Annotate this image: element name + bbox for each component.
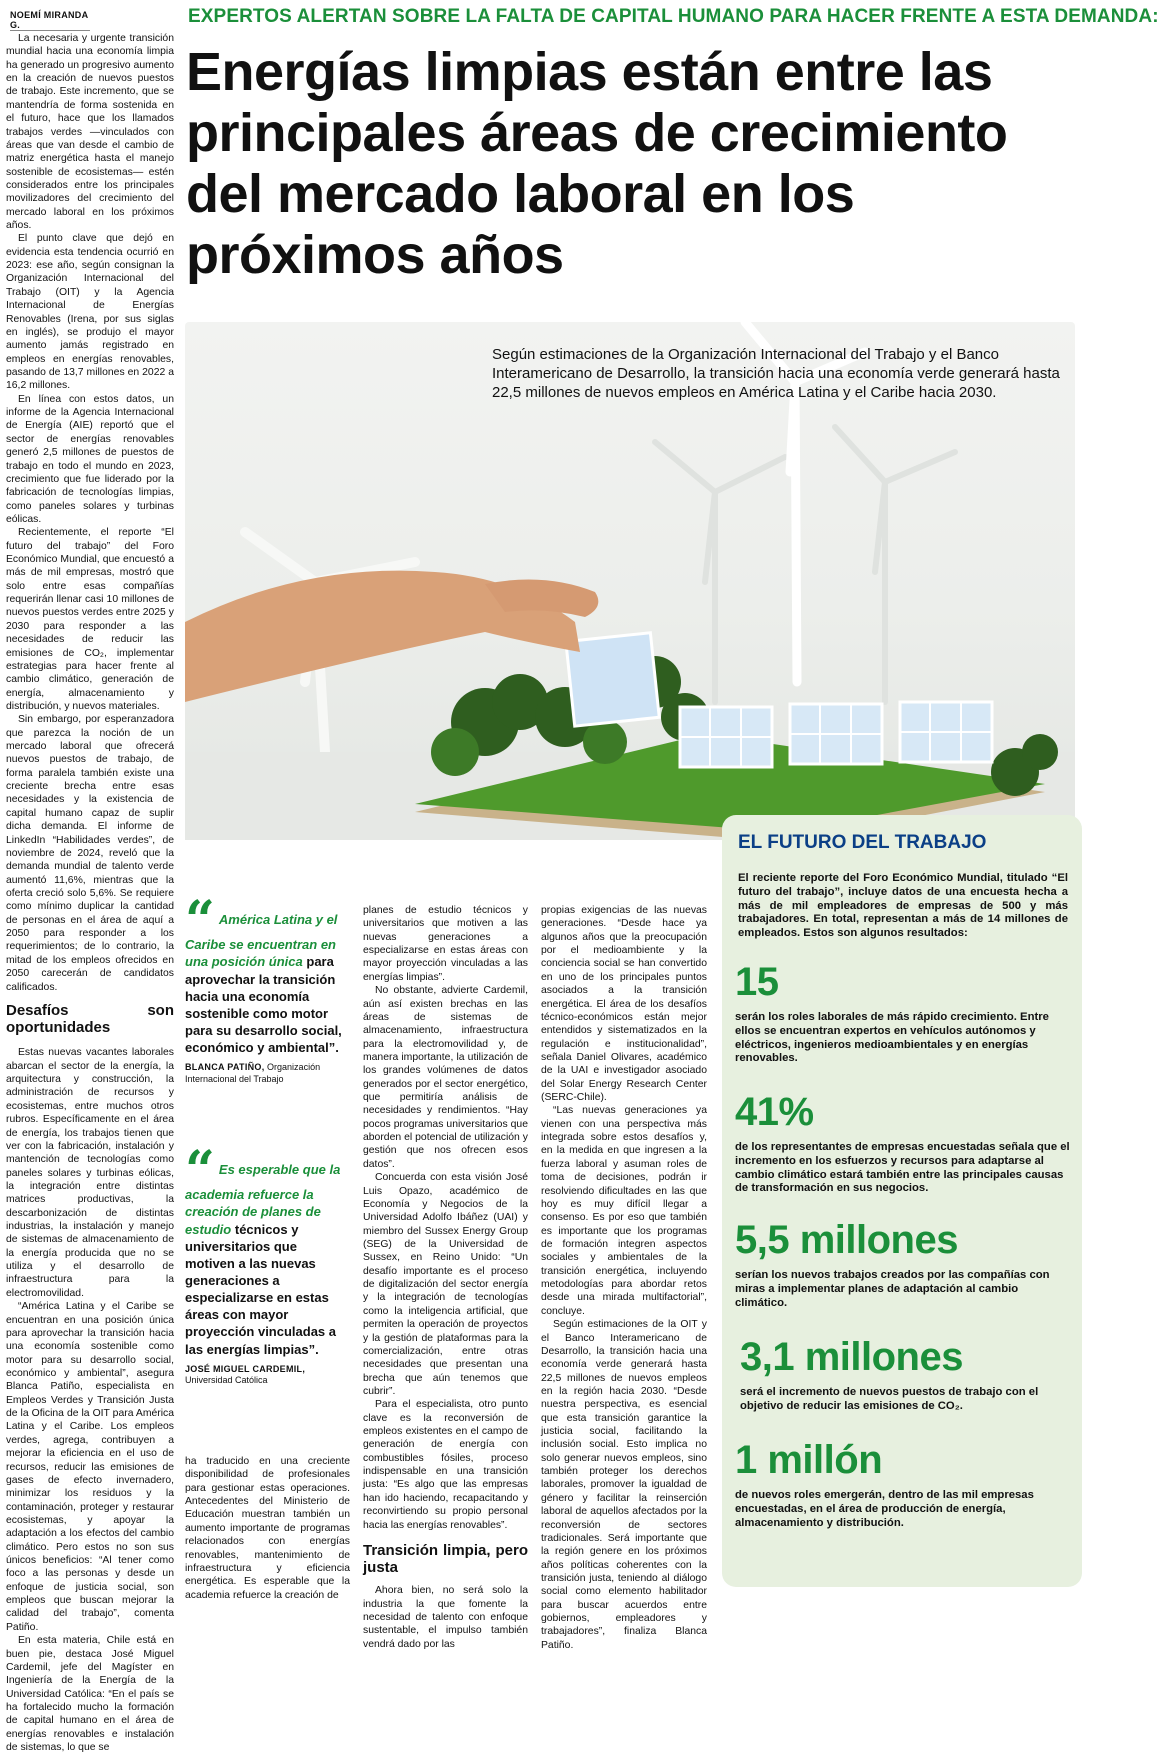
paragraph: planes de estudio técnicos y universitarios que motiven a las nuevas generaciones a especializarse en estas áreas con mayor proyección vinculadas a las energías limpias”. — [363, 905, 528, 983]
quote-highlight: América Latina y el Caribe se encuentran en una posición única — [185, 912, 338, 970]
column-2-text — [185, 1455, 350, 1602]
paragraph: No obstante, advierte Cardemil, aún así existen brechas en las áreas de sistemas de almacenamiento, infraestructura para la electromovilidad y, de manera importante, la utilización de los grandes volúmenes de datos generados por el sector energético, que permitiría análisis de necesidades y rendimientos. “Hay pocos programas universitarios que aborden el potencial de utilización y gestión que nos ofrecen esos datos”. — [363, 985, 528, 1170]
stat-block — [735, 1218, 1070, 1310]
column-3 — [363, 904, 528, 1651]
stat-value: 5,5 millones — [735, 1218, 958, 1262]
paragraph: Para el especialista, otro punto clave es la reconversión de empleos existentes en el campo de generación de energía con combustibles fósiles, proceso indispensable en una transición justa: “Es algo que las empresas han ido haciendo, recapacitando y reconvirtiendo su propio personal hacia las energías renovables”. — [363, 1399, 528, 1531]
stat-text: será el incremento de nuevos puestos de trabajo con el objetivo de reducir las emisiones de CO₂. — [740, 1386, 1039, 1412]
column-1 — [6, 32, 174, 1754]
paragraph: Recientemente, el reporte “El futuro del trabajo” del Foro Económico Mundial, que encuestó a más de mil empresas, mostró que solo entre esas compañías requerirán llenar casi 10 millones de nuevos puestos verdes entre 2025 y 2030 para responder a las necesidades de reducir las emisiones de CO₂, implementar estrategias para hacer frente al cambio climático, generación de energía, almacenamiento y distribución, y nuevos materiales. — [6, 527, 174, 712]
paragraph: Estas nuevas vacantes laborales abarcan el sector de la energía, la arquitectura y construcción, la administración de recursos y ecosistemas, entre muchos otros rubros. Específicamente en el área de energía, los trabajos tienen que ver con la fabricación, instalación y mantención de tecnologías como paneles solares y turbinas eólicas, la integración entre distintas matrices productivas, la descarbonización de distintas industrias, la instalación y manejo de sistemas de almacenamiento de la energía producida que no se utiliza y el desarrollo de infraestructura para la electromovilidad. — [6, 1047, 174, 1299]
stat-value: 41% — [735, 1090, 814, 1134]
subhead-desafios: Desafíos son oportunidades — [6, 1001, 174, 1037]
stat-value: 1 millón — [735, 1438, 883, 1482]
paragraph: Ahora bien, no será solo la industria la que fomente la necesidad de talento con enfoque sustentable, el impulso también vendrá dado por las — [363, 1585, 528, 1650]
paragraph: ha traducido en una creciente disponibilidad de profesionales para gestionar estas operaciones. Antecedentes del Ministerio de Educación muestran también un aumento importante de programas relacionados con energías renovables, mantenimiento de infraestructura y eficiencia energética. Es esperable que la academia refuerce la creación de — [185, 1456, 350, 1601]
byline: NOEMÍ MIRANDA G. — [10, 10, 89, 30]
subhead-transicion: Transición limpia, pero justa — [363, 1541, 528, 1577]
stat-text: de los representantes de empresas encuestadas señala que el incremento en los esfuerzos y recursos para adaptarse al cambio climático estará también entre las principales causas de transformación en sus negocios. — [735, 1141, 1070, 1195]
pull-quote-2 — [185, 1140, 350, 1387]
paragraph: La necesaria y urgente transición mundial hacia una economía limpia ha generado un progresivo aumento en la creación de nuevos puestos de trabajo. Este incremento, que se mantendría de forma sostenida en el futuro, hace que los llamados trabajos verdes —vinculados con áreas que van desde el cambio de matriz energética hasta el manejo sostenible de ecosistemas— estén considerados entre los principales movilizadores del crecimiento del mercado laboral en los próximos años. — [6, 33, 174, 232]
quote-role: Organización Internacional del Trabajo — [185, 1062, 321, 1084]
quote-author: BLANCA PATIÑO, — [185, 1062, 265, 1073]
paragraph: El punto clave que dejó en evidencia esta tendencia ocurrió en 2023: ese año, según consignan la Organización Internacional del Trabajo (OIT) y la Agencia Internacional de Energías Renovables (Irena, por sus siglas en inglés), se produjo el mayor aumento jamás registrado en empleos en energías renovables, pasando de 13,7 millones en 2022 a 16,2 millones. — [6, 233, 174, 392]
photo-caption: Según estimaciones de la Organización Internacional del Trabajo y el Banco Interamericano de Desarrollo, la transición hacia una economía verde generará hasta 22,5 millones de nuevos empleos en América Latina y el Caribe hacia 2030. — [492, 346, 1060, 402]
quote-mark-icon: “ — [185, 890, 215, 951]
quote-mark-icon: “ — [185, 1140, 215, 1201]
quote-highlight: Es esperable que la academia refuerce la creación de planes de estudio — [185, 1162, 341, 1237]
stat-text: serían los nuevos trabajos creados por las compañías con miras a implementar planes de adaptación al cambio climático. — [735, 1269, 1050, 1309]
stat-text: de nuevos roles emergerán, dentro de las mil empresas encuestadas, en el área de producción de energía, almacenamiento y distribución. — [735, 1489, 1034, 1529]
stat-block — [735, 1438, 1070, 1530]
quote-text: para aprovechar la transición hacia una economía sostenible como motor para su desarrollo social, económico y ambiental”. — [185, 954, 342, 1056]
paragraph: Concuerda con esta visión José Luis Opazo, académico de Economía y Negocios de la Universidad Adolfo Ibáñez (UAI) y miembro del Sussex Energy Group (SEG) de la Universidad de Sussex, en Reino Unido: “Un desafío importante es el proceso de digitalización del sector energía y la integración de tecnologías como la inteligencia artificial, que permiten la operación de proyectos y la gestión de plataformas para la comercialización, entre otras necesidades que presentan una brecha que aún tenemos que cubrir”. — [363, 1172, 528, 1397]
stat-block — [740, 1335, 1070, 1414]
paragraph: “América Latina y el Caribe se encuentran en una posición única para aprovechar la transición hacia una economía sostenible como motor para su desarrollo social, económico y ambiental”, asegura Blanca Patiño, especialista en Empleos Verdes y Transición Justa de la Oficina de la OIT para América Latina y el Caribe. Los empleos verdes, agrega, contribuyen a mejorar la eficiencia en el uso de recursos, reducir las emisiones de gases de efecto invernadero, minimizar los residuos y la contaminación, proteger y restaurar ecosistemas, y apoyar la adaptación a los efectos del cambio climático. Pero estos no son sus únicos beneficios: “Al tener como foco a las personas y desde un enfoque de justicia social, son empleos que buscan mejorar la calidad del trabajo”, comenta Patiño. — [6, 1301, 174, 1633]
paragraph: propias exigencias de las nuevas generaciones. “Desde hace ya algunos años que la preocupación por el medioambiente y la conciencia social se han convertido en uno de los principales puntos asociados a la transición energética. El área de los desafíos técnico-económicos están mejor entendidos y sistematizados en la regulación e institucionalidad”, señala Daniel Olivares, académico de la UAI e investigador asociado del Solar Energy Research Center (SERC-Chile). — [541, 905, 707, 1104]
kicker: EXPERTOS ALERTAN SOBRE LA FALTA DE CAPITAL HUMANO PARA HACER FRENTE A ESTA DEMANDA: — [188, 6, 1159, 27]
sidebar-title: EL FUTURO DEL TRABAJO — [738, 832, 987, 853]
stat-value: 3,1 millones — [740, 1335, 963, 1379]
pull-quote-1 — [185, 890, 350, 1086]
column-4 — [541, 904, 707, 1652]
quote-author: JOSÉ MIGUEL CARDEMIL, — [185, 1363, 306, 1374]
stat-block — [735, 1090, 1070, 1196]
headline: Energías limpias están entre las principales áreas de crecimiento del mercado laboral en los próximos años — [186, 42, 1008, 286]
stat-block — [735, 960, 1070, 1066]
paragraph: “Las nuevas generaciones ya vienen con una perspectiva más integrada sobre estos desafíos y, en la medida en que ingresen a la fuerza laboral y asuman roles de toma de decisiones, podrán ir resolviendo dificultades en las que hoy es muy difícil llegar a consenso. Es por eso que también es importante que los programas de formación integren aspectos sociales y ambientales de la transición energética, incluyendo metodologías para abordar retos desde una mirada multifactorial”, concluye. — [541, 1105, 707, 1317]
stat-value: 15 — [735, 960, 779, 1004]
paragraph: Según estimaciones de la OIT y el Banco Interamericano de Desarrollo, la transición hacia una economía verde generará hasta 22,5 millones de nuevos empleos en la región hacia 2030. “Desde nuestra perspectiva, es esencial que esta transición garantice la justicia social, facilitando la inclusión social. Esto implica no solo generar nuevos empleos, sino también proteger los derechos laborales, promover la igualdad de género y facilitar la reinserción laboral de aquellos afectados por la reconversión de sectores tradicionales. Será importante que la región genere en los próximos años políticas coherentes con la transición justa, teniendo al diálogo social como elemento habilitador para buscar acuerdos entre gobiernos, empleadores y trabajadores”, finaliza Blanca Patiño. — [541, 1319, 707, 1651]
quote-role: Universidad Católica — [185, 1375, 268, 1386]
paragraph: En línea con estos datos, un informe de la Agencia Internacional de Energía (AIE) reportó que el sector de energías renovables generó 2,5 millones de puestos de trabajo en todo el mundo en 2023, crecimiento que fue liderado por la fabricación de tecnologías limpias, como paneles solares y turbinas eólicas. — [6, 393, 174, 525]
paragraph: Sin embargo, por esperanzadora que parezca la noción de un mercado laboral que ofrecerá nuevos puestos de trabajo, de forma paralela también existe una creciente brecha entre esas necesidades y la existencia de capital humano capaz de suplir dicha demanda. El informe de LinkedIn “Habilidades verdes”, de noviembre de 2024, reveló que la demanda mundial de talento verde aumentó 11,6%, mientras que la oferta creció solo 5,6%. Se requiere como mínimo duplicar la cantidad de personas en el área de aquí a 2050 para responder a los requerimientos; de lo contrario, la mitad de los empleos ofrecidos en 2050 carecerán de candidatos calificados. — [6, 714, 174, 993]
paragraph: En esta materia, Chile está en buen pie, destaca José Miguel Cardemil, jefe del Magíster en Ingeniería de la Energía de la Universidad Católica: “En el país se ha fortalecido mucho la formación de capital humano en el área de energías renovables e instalación de sistemas, lo que se — [6, 1635, 174, 1754]
stat-text: serán los roles laborales de más rápido crecimiento. Entre ellos se encuentran expertos en vehículos autónomos y eléctricos, ingenieros medioambientales y en energías renovables. — [735, 1011, 1049, 1065]
sidebar-intro: El reciente reporte del Foro Económico Mundial, titulado “El futuro del trabajo”, incluye datos de una encuesta hecha a más de mil empleadores de empresas de 500 y más trabajadores. En total, representan a más de 14 millones de empleados. Estos son algunos resultados: — [738, 872, 1068, 940]
quote-text: técnicos y universitarios que motiven a las nuevas generaciones a especializarse en estas áreas con mayor proyección vinculadas a las energías limpias”. — [185, 1221, 337, 1357]
